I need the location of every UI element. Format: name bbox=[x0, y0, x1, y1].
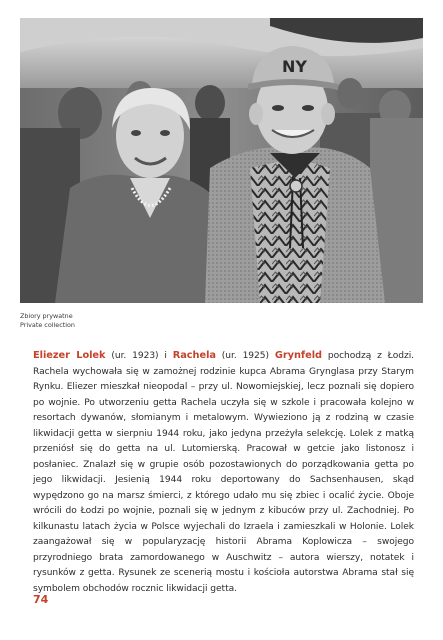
photo-illustration bbox=[20, 18, 423, 303]
surname-grynfeld: Grynfeld bbox=[274, 350, 322, 361]
portrait-photo bbox=[20, 18, 423, 303]
person-name-eliezer: Eliezer Lolek bbox=[33, 350, 106, 361]
text-body: pochodzą z Łodzi. Rachela wychowała się w zamożnej rodzinie kupca Abrama Grynglasa przy Starym Rynku. Eliezer mieszkał nieopodal – przy ul. Nowomiejskiej, lecz poznali się dopiero po wojnie. Po utworzeniu getta Rachela uczyła się w szkole i pracowała kolejno w resortach dywanów, słomianym i metalowym. Wywieziono ją z rodziną w czasie likwidacji getta w sierpniu 1944 roku, jako jedyna przeżyła selekcję. Lolek z matką przeniósł się do getta na ul. Lutomierską. Pracował w getcie jako listonosz i posłaniec. Znalazł się w grupie osób pozostawionych do porządkowania getta po jego likwidacji. Jesienią 1944 roku deportowany do Sachsenhausen, skąd wypędzono go na marsz śmierci, z którego udało mu się zbiec i ocalić życie. Oboje wrócili do Łodzi po wojnie, poznali się w jednym z kibuców przy ul. Zachodniej. Po kilkunastu latach życia w Polsce wyjechali do Izraela i zamieszkali w Holonie. Lolek zaangażował się w popularyzację historii Abrama Koplowicza – swojego przyrodniego brata zamordowanego w Auschwitz – autora wierszy, notatek i rysunków z getta. Rysunek ze scenerią mostu i kościoła autorstwa Abrama stał się symbolem obchodów rocznic likwidacji getta. bbox=[33, 351, 415, 594]
person-name-rachela: Rachela bbox=[172, 350, 216, 361]
page-number: 74 bbox=[33, 593, 49, 606]
cap-logo: NY bbox=[282, 57, 307, 76]
text-segment: (ur. 1925) bbox=[215, 351, 275, 361]
caption-english: Private collection bbox=[20, 321, 75, 329]
article-paragraph bbox=[33, 348, 414, 597]
caption-polish: Zbiory prywatne bbox=[20, 312, 73, 320]
text-segment: (ur. 1923) i bbox=[105, 351, 173, 361]
photo-caption bbox=[20, 312, 75, 330]
